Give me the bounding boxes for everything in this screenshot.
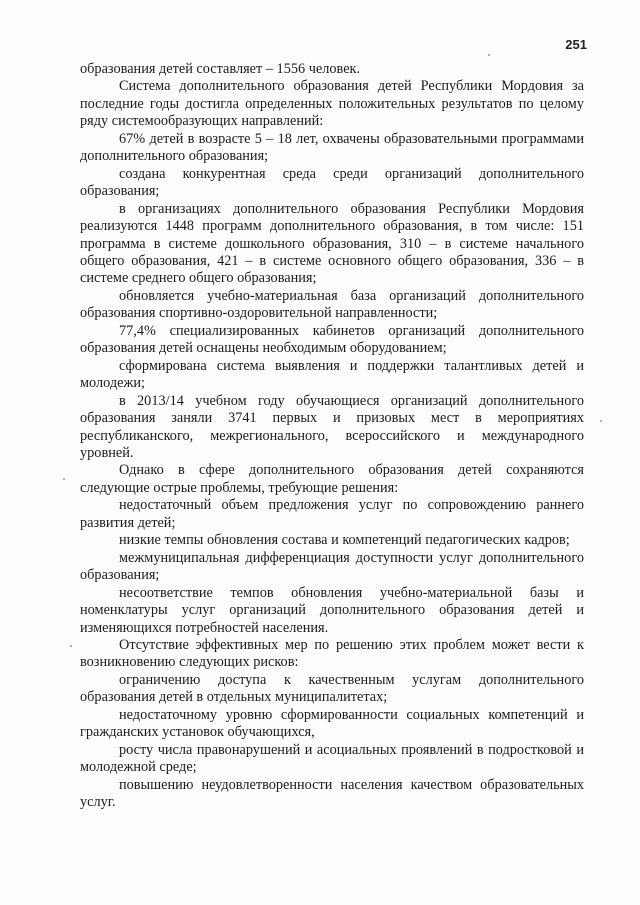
- paragraph-16: ограничению доступа к качественным услугам дополнительного образования детей в отдельных муниципалитетах;: [80, 671, 584, 706]
- paragraph-6: обновляется учебно-материальная база организаций дополнительного образования спортивно-оздоровительной направленности;: [80, 287, 584, 322]
- paragraph-4: создана конкурентная среда среди организаций дополнительного образования;: [80, 165, 584, 200]
- scan-speck: [63, 478, 65, 480]
- paragraph-2: Система дополнительного образования детей Республики Мордовия за последние годы достигла определенных положительных результатов по целому ряду системообразующих направлений:: [80, 78, 584, 130]
- paragraph-7: 77,4% специализированных кабинетов организаций дополнительного образования детей оснащены необходимым оборудованием;: [80, 322, 584, 357]
- paragraph-8: сформирована система выявления и поддержки талантливых детей и молодежи;: [80, 357, 584, 392]
- paragraph-1: образования детей составляет – 1556 человек.: [80, 61, 361, 77]
- paragraph-11: недостаточный объем предложения услуг по сопровождению раннего развития детей;: [80, 497, 584, 531]
- paragraph-13: межмуниципальная дифференциация доступности услуг дополнительного образования;: [80, 549, 584, 584]
- paragraph-12: низкие темпы обновления состава и компетенций педагогических кадров;: [119, 532, 570, 549]
- page-number: 251: [565, 37, 587, 52]
- page-text-body: [80, 61, 584, 811]
- paragraph-10: Однако в сфере дополнительного образования детей сохраняются следующие острые проблемы, требующие решения:: [80, 462, 584, 496]
- paragraph-9: в 2013/14 учебном году обучающиеся организаций дополнительного образования заняли 3741 первых и призовых мест в мероприятиях республиканского, межрегионального, всероссийского и международного уровней.: [80, 392, 584, 461]
- paragraph-19: повышению неудовлетворенности населения качеством образовательных услуг.: [80, 776, 584, 811]
- paragraph-14: несоответствие темпов обновления учебно-материальной базы и номенклатуры услуг организаций дополнительного образования детей и изменяющихся потребностей населения.: [80, 584, 584, 636]
- paragraph-5: в организациях дополнительного образования Республики Мордовия реализуются 1448 программ дополнительного образования, в том числе: 151 программа в системе дошкольного образования, 310 – в системе начального общего образования, 421 – в системе основного общего образования, 336 – в системе среднего общего образования;: [80, 200, 584, 287]
- paragraph-18: росту числа правонарушений и асоциальных проявлений в подростковой и молодежной среде;: [80, 741, 584, 776]
- paragraph-15: Отсутствие эффективных мер по решению этих проблем может вести к возникновению следующих рисков:: [80, 636, 584, 671]
- paragraph-3: 67% детей в возрасте 5 – 18 лет, охвачены образовательными программами дополнительного образования;: [80, 130, 584, 165]
- scan-speck: [600, 420, 602, 422]
- paragraph-17: недостаточному уровню сформированности социальных компетенций и гражданских установок обучающихся,: [80, 706, 584, 741]
- scan-speck: [488, 54, 490, 56]
- scan-speck: [70, 645, 72, 647]
